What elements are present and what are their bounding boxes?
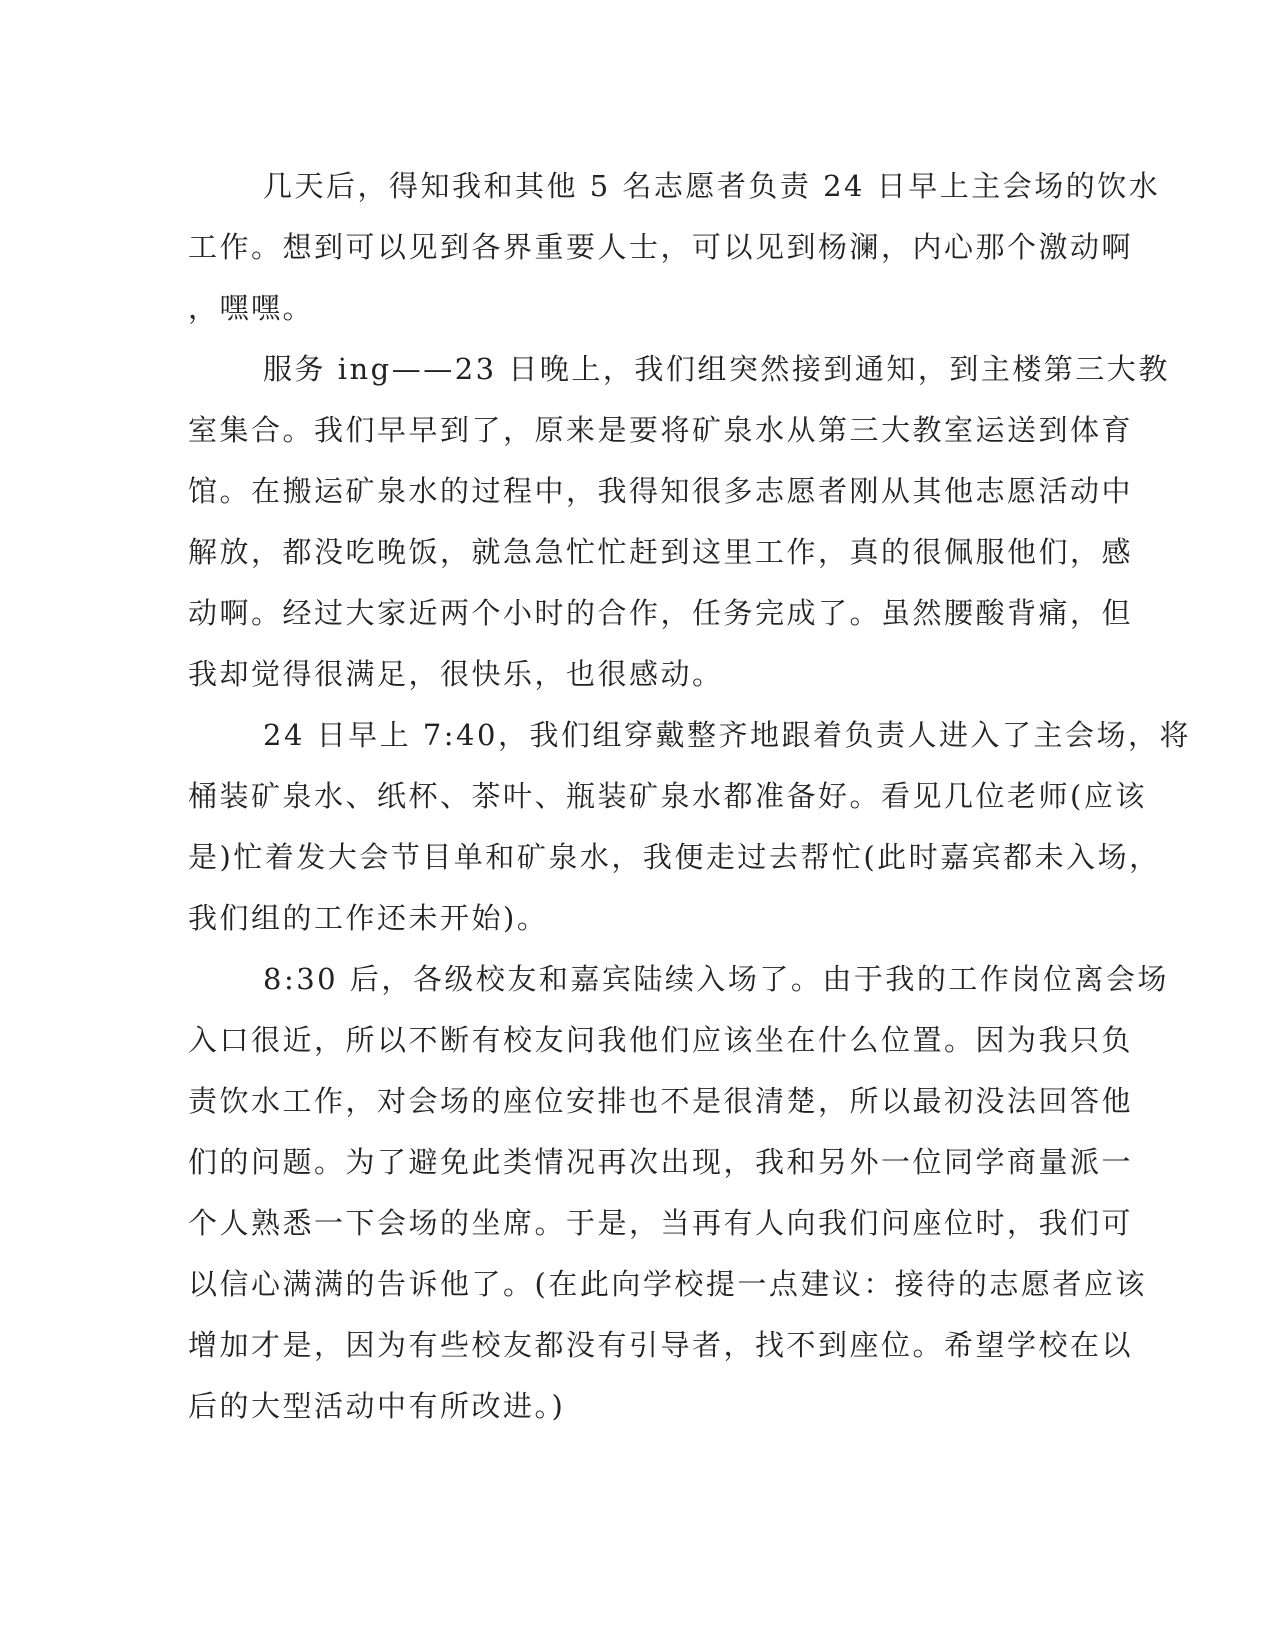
paragraph-4-line-5: 个人熟悉一下会场的坐席。于是，当再有人向我们问座位时，我们可 (188, 1206, 1134, 1240)
paragraph-3-line-3: 是)忙着发大会节目单和矿泉水，我便走过去帮忙(此时嘉宾都未入场， (188, 840, 1161, 874)
paragraph-1-line-3: ，嘿嘿。 (188, 291, 315, 325)
paragraph-4-line-6: 以信心满满的告诉他了。(在此向学校提一点建议：接待的志愿者应该 (188, 1267, 1147, 1301)
paragraph-3-line-1: 24 日早上 7:40，我们组穿戴整齐地跟着负责人进入了主会场，将 (263, 718, 1191, 752)
paragraph-2-line-3: 馆。在搬运矿泉水的过程中，我得知很多志愿者刚从其他志愿活动中 (188, 474, 1134, 508)
paragraph-4-line-4: 们的问题。为了避免此类情况再次出现，我和另外一位同学商量派一 (188, 1145, 1134, 1179)
paragraph-1-line-2: 工作。想到可以见到各界重要人士，可以见到杨澜，内心那个激动啊 (188, 230, 1134, 264)
paragraph-3-line-4: 我们组的工作还未开始)。 (188, 901, 549, 935)
paragraph-4-line-2: 入口很近，所以不断有校友问我他们应该坐在什么位置。因为我只负 (188, 1023, 1134, 1057)
paragraph-4-line-3: 责饮水工作，对会场的座位安排也不是很清楚，所以最初没法回答他 (188, 1084, 1134, 1118)
paragraph-4-line-1: 8:30 后，各级校友和嘉宾陆续入场了。由于我的工作岗位离会场 (263, 962, 1169, 996)
paragraph-2-line-1: 服务 ing——23 日晚上，我们组突然接到通知，到主楼第三大教 (263, 352, 1170, 386)
paragraph-1-line-1: 几天后，得知我和其他 5 名志愿者负责 24 日早上主会场的饮水 (263, 169, 1161, 203)
paragraph-4-line-7: 增加才是，因为有些校友都没有引导者，找不到座位。希望学校在以 (188, 1328, 1134, 1362)
paragraph-2-line-4: 解放，都没吃晚饭，就急急忙忙赶到这里工作，真的很佩服他们，感 (188, 535, 1134, 569)
document-body (188, 156, 1191, 1437)
paragraph-3-line-2: 桶装矿泉水、纸杯、茶叶、瓶装矿泉水都准备好。看见几位老师(应该 (188, 779, 1147, 813)
paragraph-2-line-5: 动啊。经过大家近两个小时的合作，任务完成了。虽然腰酸背痛，但 (188, 596, 1134, 630)
paragraph-2-line-2: 室集合。我们早早到了，原来是要将矿泉水从第三大教室运送到体育 (188, 413, 1134, 447)
paragraph-2-line-6: 我却觉得很满足，很快乐，也很感动。 (188, 657, 724, 691)
paragraph-4-line-8: 后的大型活动中有所改进。) (188, 1389, 566, 1423)
